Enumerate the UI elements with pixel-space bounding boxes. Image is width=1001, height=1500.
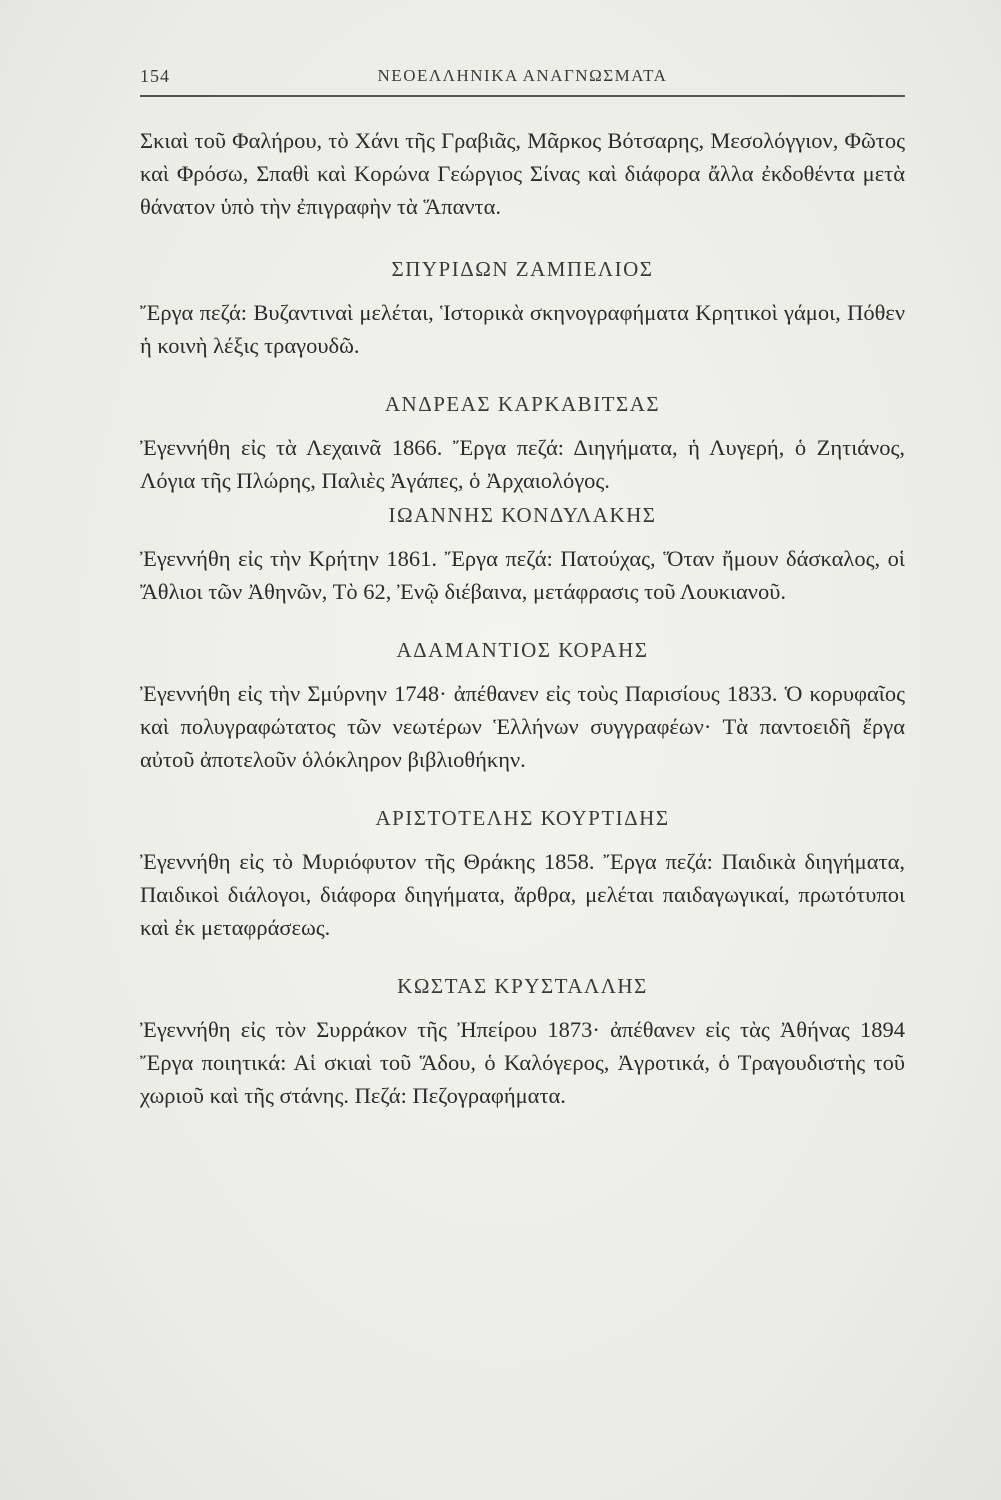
author-entry xyxy=(140,970,905,1112)
author-paragraph: Ἔργα πεζά: Βυζαντιναὶ μελέται, Ἱστορικὰ σκηνογραφήματα Κρητικοὶ γάμοι, Πόθεν ἡ κοινὴ λέξις τραγουδῶ. xyxy=(140,300,905,358)
intro-paragraph: Σκιαὶ τοῦ Φαλήρου, τὸ Χάνι τῆς Γραβιᾶς, Μᾶρκος Βότσαρης, Μεσολόγγιον, Φῶτος καὶ Φρόσω, Σπαθὶ καὶ Κορώνα Γεώργιος Σίνας καὶ διάφορα ἄλλα ἐκδοθέντα μετὰ θάνατον ὑπὸ τὴν ἐπιγραφὴν τὰ Ἅπαντα. xyxy=(140,128,905,219)
header-rule xyxy=(140,95,905,97)
author-entry xyxy=(140,634,905,776)
author-paragraph: Ἐγεννήθη εἰς τὸ Μυριόφυτον τῆς Θράκης 1858. Ἔργα πεζά: Παιδικὰ διηγήματα, Παιδικοὶ διάλογοι, διάφορα διηγήματα, ἄρθρα, μελέται παιδαγωγικαί, πρωτότυποι καὶ ἐκ μεταφράσεως. xyxy=(140,849,905,940)
running-head: ΝΕΟΕΛΛΗΝΙΚΑ ΑΝΑΓΝΩΣΜΑΤΑ xyxy=(377,66,668,85)
author-paragraph: Ἐγεννήθη εἰς τὸν Συρράκον τῆς Ἠπείρου 1873· ἀπέθανεν εἰς τὰς Ἀθήνας 1894 Ἔργα ποιητικά: Αἱ σκιαὶ τοῦ Ἅδου, ὁ Καλόγερος, Ἀγροτικά, ὁ Τραγουδιστὴς τοῦ χωριοῦ καὶ τῆς στάνης. Πεζά: Πεζογραφήματα. xyxy=(140,1017,905,1108)
author-entry xyxy=(140,499,905,608)
author-entry xyxy=(140,253,905,362)
author-heading: ΑΔΑΜΑΝΤΙΟΣ ΚΟΡΑΗΣ xyxy=(396,638,649,662)
author-entry xyxy=(140,388,905,497)
author-heading: ΙΩΑΝΝΗΣ ΚΟΝΔΥΛΑΚΗΣ xyxy=(388,503,657,527)
page-number: 154 xyxy=(140,66,170,86)
author-heading: ΑΝΔΡΕΑΣ ΚΑΡΚΑΒΙΤΣΑΣ xyxy=(384,392,661,416)
author-paragraph: Ἐγεννήθη εἰς τὰ Λεχαινᾶ 1866. Ἔργα πεζά: Διηγήματα, ἡ Λυγερή, ὁ Ζητιάνος, Λόγια τῆς Πλώρης, Παλιὲς Ἀγάπες, ὁ Ἀρχαιολόγος. xyxy=(140,435,905,493)
author-heading: ΚΩΣΤΑΣ ΚΡΥΣΤΑΛΛΗΣ xyxy=(397,974,648,998)
page-content xyxy=(140,124,905,1112)
author-paragraph: Ἐγεννήθη εἰς τὴν Σμύρνην 1748· ἀπέθανεν εἰς τοὺς Παρισίους 1833. Ὁ κορυφαῖος καὶ πολυγραφώτατος τῶν νεωτέρων Ἑλλήνων συγγραφέων· Τὰ παντοειδῆ ἔργα αὐτοῦ ἀποτελοῦν ὁλόκληρον βιβλιοθήκην. xyxy=(140,681,905,772)
author-entry xyxy=(140,802,905,944)
page-header xyxy=(140,66,905,92)
author-heading: ΑΡΙΣΤΟΤΕΛΗΣ ΚΟΥΡΤΙΔΗΣ xyxy=(375,806,670,830)
author-paragraph: Ἐγεννήθη εἰς τὴν Κρήτην 1861. Ἔργα πεζά: Πατούχας, Ὅταν ἤμουν δάσκαλος, οἱ Ἄθλιοι τῶν Ἀθηνῶν, Τὸ 62, Ἐνῷ διέβαινα, μετάφρασις τοῦ Λουκιανοῦ. xyxy=(140,546,905,604)
author-heading: ΣΠΥΡΙΔΩΝ ΖΑΜΠΕΛΙΟΣ xyxy=(391,257,654,281)
